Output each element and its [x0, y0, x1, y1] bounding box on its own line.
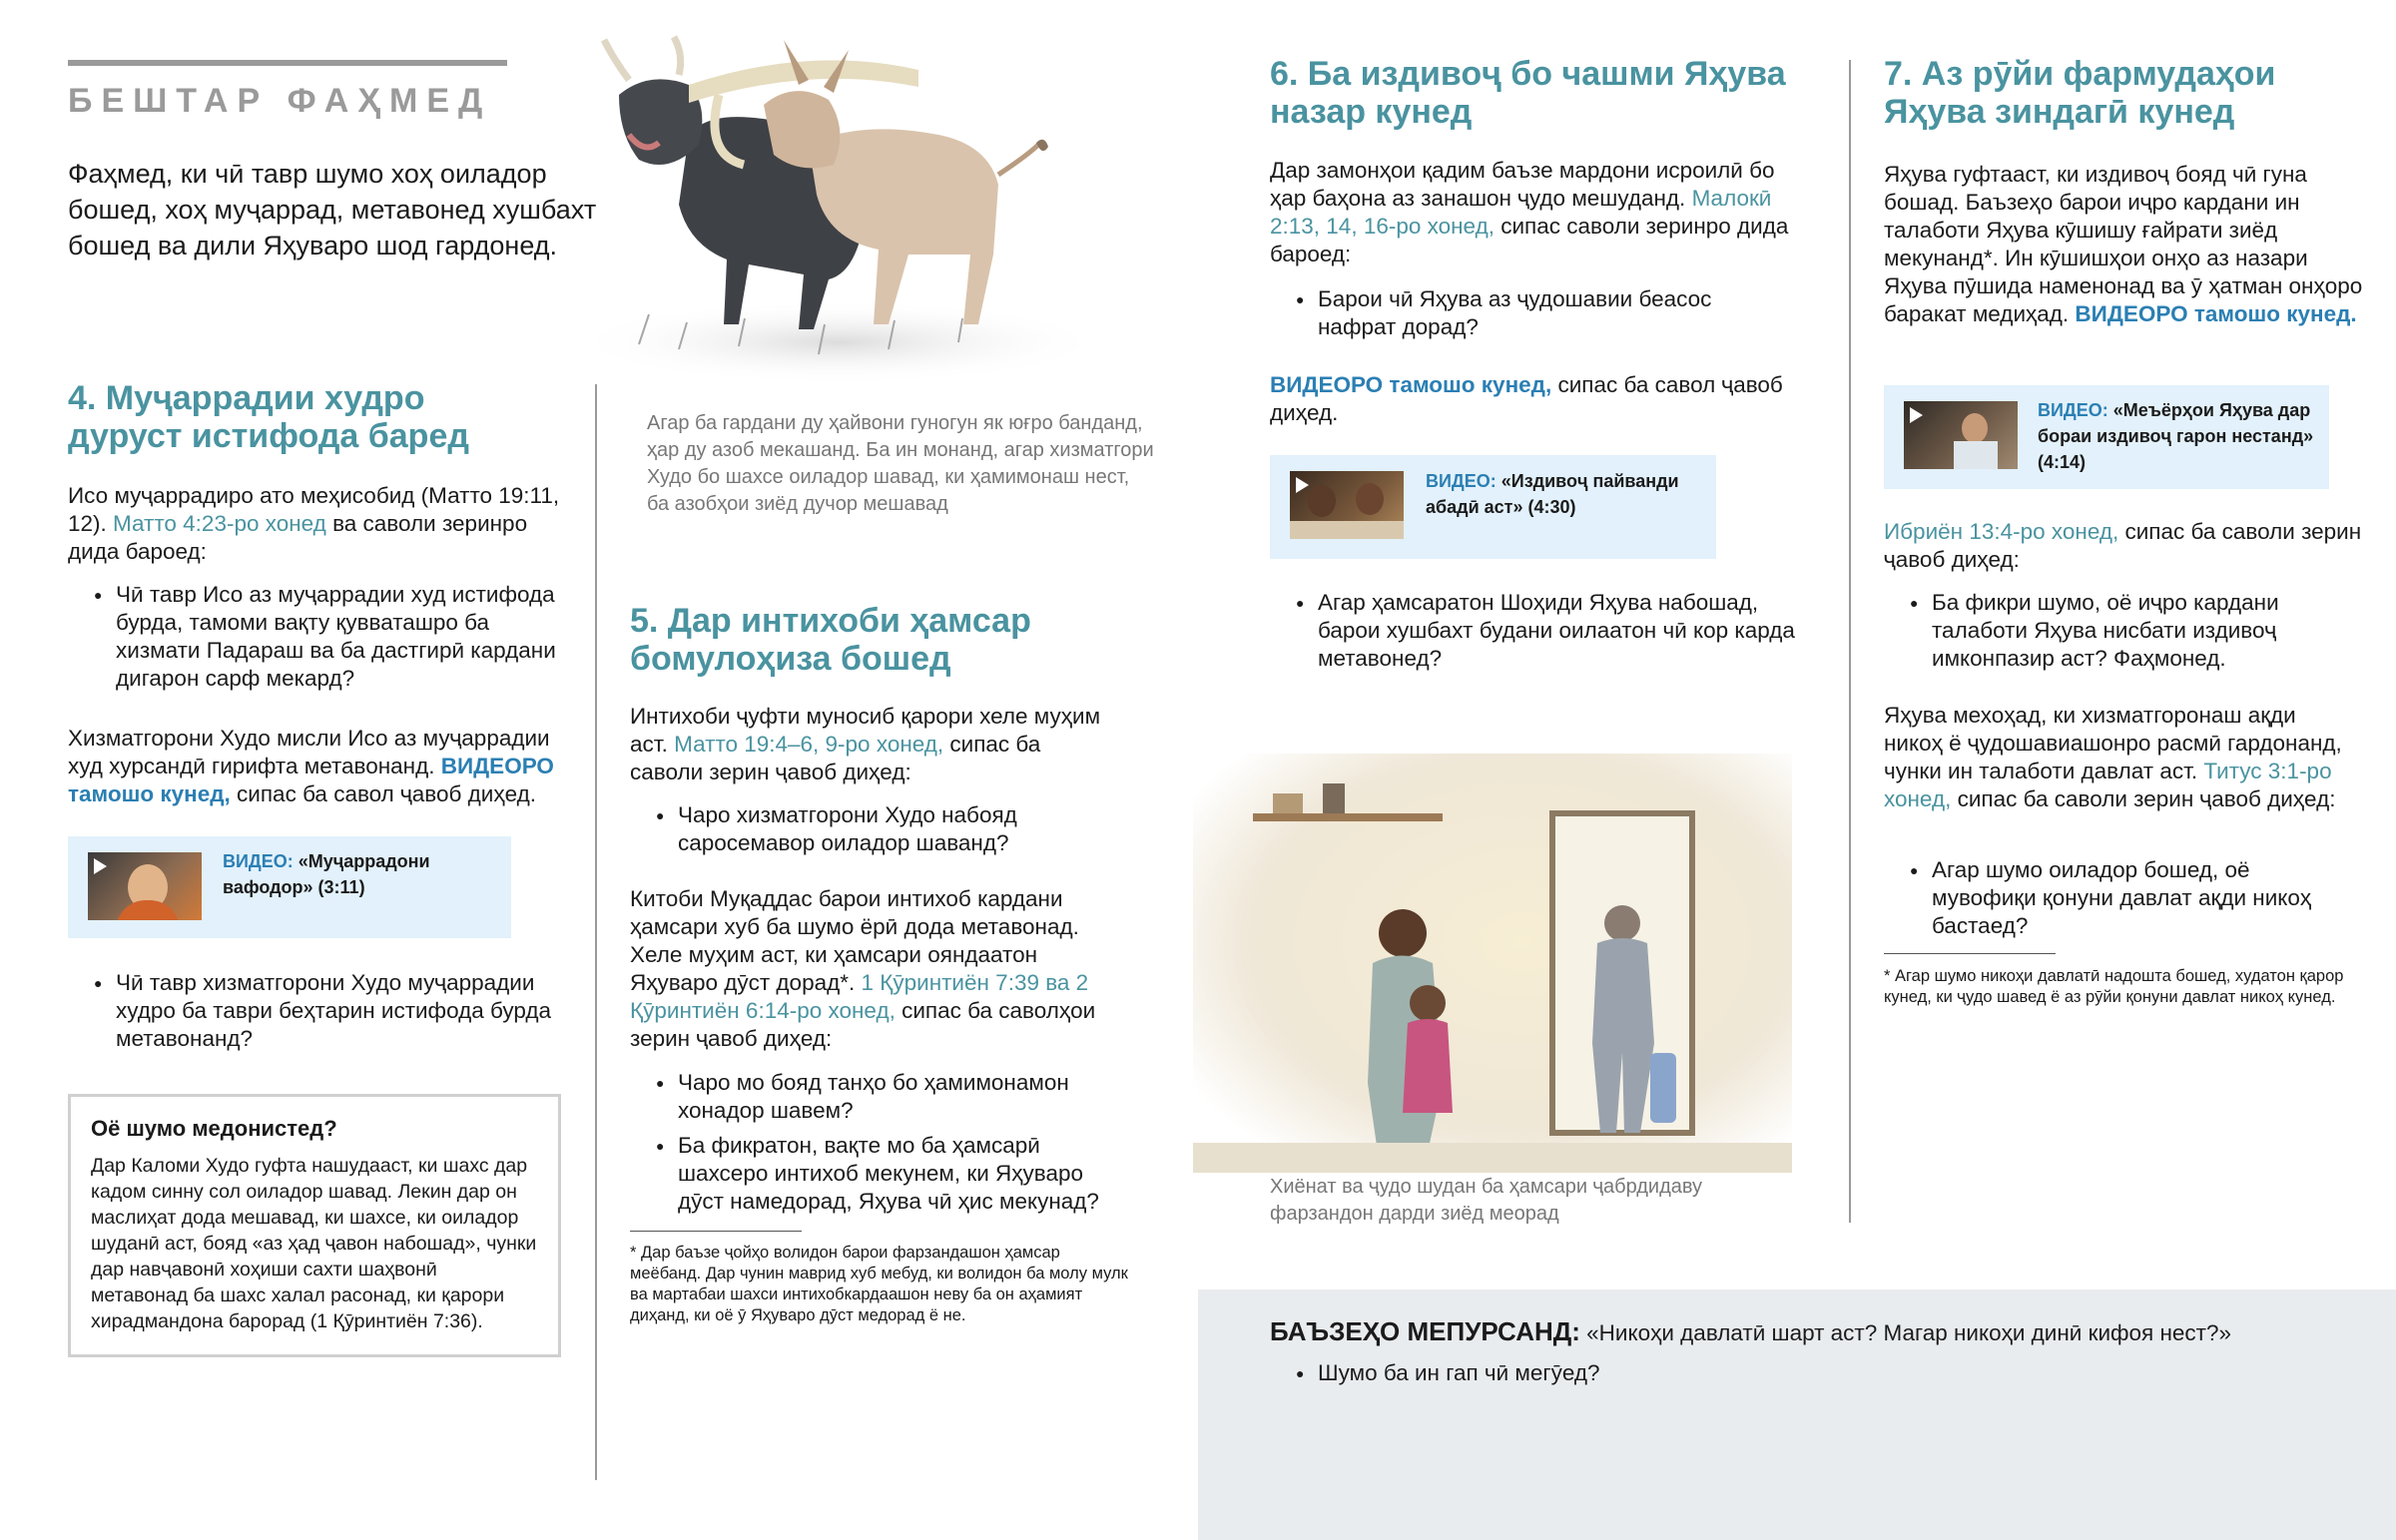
- video-thumbnail[interactable]: [1290, 471, 1404, 539]
- video-thumbnail[interactable]: [1904, 401, 2018, 469]
- question-item: ● Чӣ тавр хизматгорони Худо муҷаррадии худро ба таври беҳтарин истифода бурда метавонанд?: [68, 969, 567, 1053]
- video-label: ВИДЕО: «Муҷаррадони вафодор» (3:11): [223, 851, 430, 897]
- section-7-questions-1: [1884, 589, 2353, 673]
- question-item: ● Ба фикри шумо, оё иҷро кардани талаботи Яҳува нисбати издивоҷ имконпазир аст? Фаҳмонед.: [1884, 589, 2353, 673]
- question-item: ● Чаро мо бояд танҳо бо ҳамимонамон хонадор шавем?: [630, 1069, 1119, 1125]
- question-item: ● Агар шумо оиладор бошед, оё мувофиқи қонуни давлат ақди никоҳ бастаед?: [1884, 856, 2353, 940]
- section-5-questions-2: [630, 1069, 1119, 1216]
- section-5-questions-1: [630, 801, 1119, 857]
- oxen-illustration: [559, 25, 1118, 394]
- question-item: ● Агар ҳамсаратон Шоҳиди Яҳува набошад, барои хушбахт будани оилаатон чӣ кор карда метавонед?: [1270, 589, 1809, 673]
- oxen-caption: Агар ба гардани ду ҳайвони гуногун як юғро банданд, ҳар ду азоб мекашанд. Ба ин монанд, агар хизматгори Худо бо шахсе оиладор шавад, ки ҳамимонаш нест, ба азобҳои зиёд дучор мешавад: [647, 412, 1154, 515]
- play-icon: [94, 858, 107, 874]
- section-4-title: 4. Муҷаррадии худро дуруст истифода баред: [68, 379, 469, 455]
- video-link[interactable]: ВИДЕОРО тамошо кунед,: [68, 754, 554, 806]
- some-ask-questions: [1270, 1359, 2168, 1387]
- question-item: ● Барои чӣ Яҳува аз ҷудошавии беасос нафрат дорад?: [1270, 285, 1789, 341]
- video-box-standards[interactable]: [1884, 385, 2329, 489]
- section-4-para-1: Исо муҷаррадиро ато меҳисобид (Матто 19:11, 12). Матто 4:23-ро хонед ва саволи зеринро дида бароед:: [68, 483, 560, 564]
- section-6-para-2: ВИДЕОРО тамошо кунед, сипас ба савол ҷавоб диҳед.: [1270, 372, 1783, 425]
- play-icon: [1296, 477, 1309, 493]
- section-6-questions-1: [1270, 285, 1789, 341]
- footnote-rule: [1884, 953, 2056, 954]
- question-item: ● Шумо ба ин гап чӣ мегӯед?: [1270, 1359, 2168, 1387]
- question-item: ● Чӣ тавр Исо аз муҷаррадии худ истифода бурда, тамоми вақту қувваташро ба хизмати Падараш ва ба дастгирӣ кардани дигарон сарф мекард?: [68, 581, 567, 693]
- did-you-know-title: Оё шумо медонистед?: [91, 1116, 337, 1141]
- play-icon: [1910, 407, 1923, 423]
- section-4-questions-2: [68, 969, 567, 1053]
- section-5-para-1: Интихоби ҷуфти муносиб қарори хеле муҳим аст. Матто 19:4–6, 9-ро хонед, сипас ба саволи зерин ҷавоб диҳед:: [630, 704, 1101, 784]
- section-7-footnote: * Агар шумо никоҳи давлатӣ надошта бошед, худатон қарор кунед, ки ҷудо шавед ё аз рӯйи қонуни давлат никоҳ кунед.: [1884, 967, 2344, 1006]
- question-item: ● Чаро хизматгорони Худо набояд саросемавор оиладор шаванд?: [630, 801, 1119, 857]
- section-6-title: 6. Ба издивоҷ бо чашми Яҳува назар кунед: [1270, 55, 1786, 131]
- more-heading-bar: [68, 60, 507, 66]
- more-heading: БЕШТАР ФАҲМЕД: [68, 82, 492, 120]
- section-4-para-2: Хизматгорони Худо мисли Исо аз муҷаррадии худ хурсандӣ гирифта метавонанд. ВИДЕОРО тамошо кунед, сипас ба савол ҷавоб диҳед.: [68, 726, 554, 806]
- column-divider-1: [595, 384, 597, 1480]
- video-link[interactable]: ВИДЕОРО тамошо кунед.: [2075, 301, 2357, 326]
- scripture-link[interactable]: Ибриён 13:4-ро хонед,: [1884, 519, 2119, 544]
- video-link[interactable]: ВИДЕОРО тамошо кунед,: [1270, 372, 1552, 397]
- did-you-know-box: [68, 1094, 561, 1357]
- section-5-para-2: Китоби Муқаддас барои интихоб кардани ҳамсари хуб ба шумо ёрӣ дода метавонад. Хеле муҳим аст, ки ҳамсари ояндаатон Яҳуваро дӯст дорад*. 1 Қӯринтиён 7:39 ва 2 Қӯринтиён 6:14-ро хонед, сипас ба саволҳои зерин ҷавоб диҳед:: [630, 886, 1096, 1051]
- column-divider-2: [1849, 60, 1851, 1223]
- scripture-link[interactable]: Малокӣ 2:13, 14, 16-ро хонед,: [1270, 186, 1772, 239]
- did-you-know-text: Дар Каломи Худо гуфта нашудааст, ки шахс дар кадом синну сол оиладор шавад. Лекин дар он маслиҳат дода мешавад, ки шахсе, ки оиладор шуданӣ аст, бояд «аз ҳад ҷавон набошад», чунки дар навҷавонӣ хоҳиши сахти шаҳвонӣ метавонад ба шахс халал расонад, ки қарори хирадмандона барорад (1 Қӯринтиён 7:36).: [91, 1155, 537, 1332]
- section-7-title: 7. Аз рӯйи фармудаҳои Яҳува зиндагӣ кунед: [1884, 55, 2276, 131]
- some-ask-panel: [1198, 1289, 2396, 1540]
- section-7-para-3: Яҳува мехоҳад, ки хизматгоронаш ақди никоҳ ё ҷудошавиашонро расмӣ гардонанд, чунки ин талаботи давлат аст. Титус 3:1-ро хонед, сипас ба саволи зерин ҷавоб диҳед:: [1884, 703, 2342, 811]
- video-label: ВИДЕО: «Издивоҷ пайванди абадӣ аст» (4:30): [1426, 471, 1679, 517]
- question-item: ● Ба фикратон, вақте мо ба ҳамсарӣ шахсеро интихоб мекунем, ки Яҳуваро дӯст намедорад, Яҳува чӣ ҳис мекунад?: [630, 1132, 1119, 1216]
- video-box-single[interactable]: [68, 836, 511, 938]
- some-ask-label: БАЪЗЕҲО МЕПУРСАНД:: [1270, 1316, 1580, 1346]
- video-box-permanent-bond[interactable]: [1270, 455, 1716, 559]
- scripture-link[interactable]: 1 Қӯринтиён 7:39 ва 2 Қӯринтиён 6:14-ро хонед,: [630, 970, 1089, 1023]
- footnote-rule: [630, 1231, 802, 1232]
- section-6-para-1: Дар замонҳои қадим баъзе мардони исроилӣ бо ҳар баҳона аз занашон ҷудо мешуданд. Малокӣ 2:13, 14, 16-ро хонед, сипас саволи зеринро дида бароед:: [1270, 158, 1789, 266]
- section-5-title: 5. Дар интихоби ҳамсар бомулоҳиза бошед: [630, 602, 1031, 678]
- section-4-questions-1: [68, 581, 567, 693]
- some-ask-quote: «Никоҳи давлатӣ шарт аст? Магар никоҳи динӣ кифоя нест?»: [1579, 1320, 2232, 1345]
- scripture-link[interactable]: Титус 3:1-ро хонед,: [1884, 759, 2332, 811]
- section-6-questions-2: [1270, 589, 1809, 673]
- family-caption: Хиёнат ва ҷудо шудан ба ҳамсари ҷабрдидаву фарзандон дарди зиёд меорад: [1270, 1176, 1703, 1225]
- video-label: ВИДЕО: «Меъёрҳои Яҳува дар бораи издивоҷ гарон нестанд» (4:14): [2038, 400, 2314, 472]
- some-ask-line: [1270, 1316, 2368, 1348]
- scripture-link[interactable]: Матто 4:23-ро хонед: [113, 511, 326, 536]
- section-5-footnote: * Дар баъзе ҷойҳо волидон барои фарзандашон ҳамсар меёбанд. Дар чунин маврид хуб мебуд, ки волидон ба молу мулк ва мартабаи шахси интихобкардаашон неву ба он аҳамият диҳанд, ки оё ӯ Яҳуваро дӯст медорад ё не.: [630, 1244, 1128, 1324]
- scripture-link[interactable]: Матто 19:4–6, 9-ро хонед,: [674, 732, 944, 757]
- section-7-para-2: Ибриён 13:4-ро хонед, сипас ба саволи зерин ҷавоб диҳед:: [1884, 519, 2362, 572]
- section-7-questions-2: [1884, 856, 2353, 940]
- family-illustration: [1193, 754, 1792, 1173]
- more-intro: Фаҳмед, ки чӣ тавр шумо хоҳ оиладор бошед, хоҳ муҷаррад, метавонед хушбахт бошед ва дили Яҳуваро шод гардонед.: [68, 159, 597, 260]
- video-thumbnail[interactable]: [88, 852, 202, 920]
- section-7-para-1: Яҳува гуфтааст, ки издивоҷ бояд чӣ гуна бошад. Баъзеҳо барои иҷро кардани ин талаботи Яҳува кӯшишу ғайрати зиёд мекунанд*. Ин кӯшишҳои онҳо аз назари Яҳува пӯшида наменонад ва ӯ ҳатман онҳоро баракат медиҳад. ВИДЕОРО тамошо кунед.: [1884, 162, 2363, 326]
